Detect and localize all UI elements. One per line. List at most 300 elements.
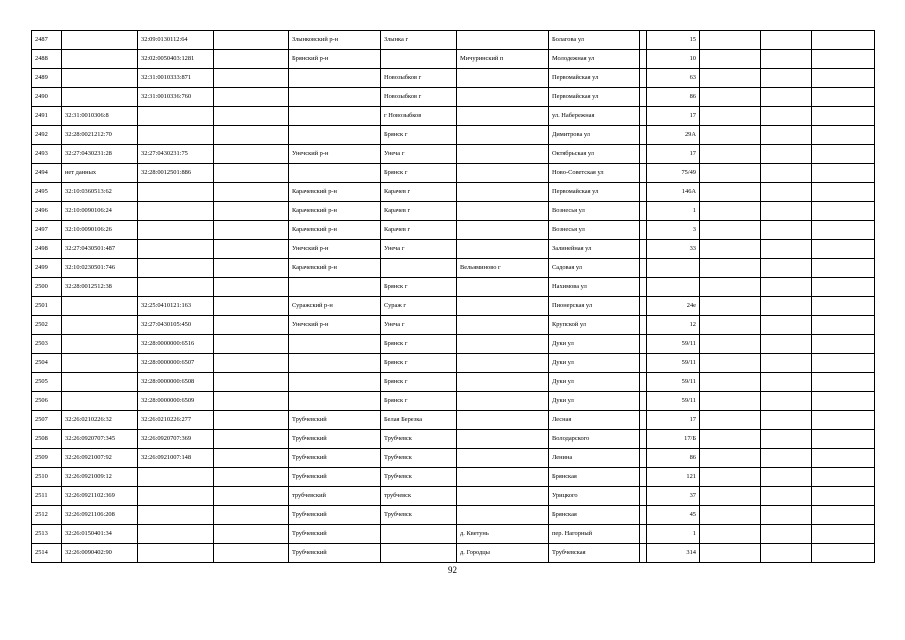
- blank-cell: [214, 50, 289, 69]
- street-cell: пер. Нагорный: [549, 525, 640, 544]
- extra-3-cell: [812, 411, 875, 430]
- cadastral-number-cell: 32:28:0021212:70: [62, 126, 138, 145]
- street-cell: Болагова ул: [549, 31, 640, 50]
- district-cell: [289, 373, 381, 392]
- row-number-cell: 2491: [32, 107, 62, 126]
- row-number-cell: 2513: [32, 525, 62, 544]
- locality-cell: [457, 316, 549, 335]
- district-cell: Трубчевский: [289, 544, 381, 563]
- row-number-cell: 2514: [32, 544, 62, 563]
- locality-cell: [457, 449, 549, 468]
- building-cadastral-number-cell: 32:28:0012501:886: [138, 164, 214, 183]
- house-number-cell: 86: [647, 449, 700, 468]
- settlement-cell: Новозыбков г: [381, 88, 457, 107]
- district-cell: [289, 126, 381, 145]
- settlement-cell: [381, 544, 457, 563]
- blank-cell: [214, 449, 289, 468]
- spacer-cell: [640, 145, 647, 164]
- house-number-cell: 75/49: [647, 164, 700, 183]
- settlement-cell: Брянск г: [381, 335, 457, 354]
- house-number-cell: 59/11: [647, 335, 700, 354]
- blank-cell: [214, 31, 289, 50]
- settlement-cell: Брянск г: [381, 278, 457, 297]
- cadastral-number-cell: [62, 297, 138, 316]
- district-cell: [289, 354, 381, 373]
- extra-3-cell: [812, 335, 875, 354]
- cadastral-number-cell: [62, 50, 138, 69]
- street-cell: Пионерская ул: [549, 297, 640, 316]
- extra-1-cell: [700, 278, 761, 297]
- building-cadastral-number-cell: 32:28:0000000:6508: [138, 373, 214, 392]
- blank-cell: [214, 259, 289, 278]
- row-number-cell: 2504: [32, 354, 62, 373]
- extra-1-cell: [700, 259, 761, 278]
- extra-2-cell: [761, 449, 812, 468]
- extra-2-cell: [761, 468, 812, 487]
- settlement-cell: [381, 525, 457, 544]
- locality-cell: [457, 69, 549, 88]
- house-number-cell: 59/11: [647, 373, 700, 392]
- extra-1-cell: [700, 126, 761, 145]
- cadastral-number-cell: [62, 316, 138, 335]
- house-number-cell: 121: [647, 468, 700, 487]
- extra-2-cell: [761, 430, 812, 449]
- house-number-cell: 10: [647, 50, 700, 69]
- extra-2-cell: [761, 69, 812, 88]
- building-cadastral-number-cell: 32:28:0000000:6507: [138, 354, 214, 373]
- building-cadastral-number-cell: 32:31:0010336:760: [138, 88, 214, 107]
- locality-cell: [457, 354, 549, 373]
- building-cadastral-number-cell: 32:25:0410121:163: [138, 297, 214, 316]
- house-number-cell: 59/11: [647, 354, 700, 373]
- settlement-cell: Унеча г: [381, 240, 457, 259]
- district-cell: Унечский р-н: [289, 316, 381, 335]
- street-cell: Нахимова ул: [549, 278, 640, 297]
- table-row: [32, 468, 875, 487]
- extra-2-cell: [761, 31, 812, 50]
- blank-cell: [214, 335, 289, 354]
- cadastral-number-cell: 32:26:0921102:369: [62, 487, 138, 506]
- row-number-cell: 2492: [32, 126, 62, 145]
- extra-2-cell: [761, 107, 812, 126]
- spacer-cell: [640, 506, 647, 525]
- extra-3-cell: [812, 31, 875, 50]
- house-number-cell: 17: [647, 107, 700, 126]
- blank-cell: [214, 183, 289, 202]
- building-cadastral-number-cell: [138, 525, 214, 544]
- row-number-cell: 2490: [32, 88, 62, 107]
- locality-cell: [457, 202, 549, 221]
- building-cadastral-number-cell: [138, 221, 214, 240]
- blank-cell: [214, 544, 289, 563]
- row-number-cell: 2494: [32, 164, 62, 183]
- cadastral-number-cell: 32:10:0090106:24: [62, 202, 138, 221]
- table-row: [32, 297, 875, 316]
- blank-cell: [214, 126, 289, 145]
- extra-3-cell: [812, 88, 875, 107]
- extra-2-cell: [761, 487, 812, 506]
- extra-2-cell: [761, 88, 812, 107]
- district-cell: трубчевский: [289, 487, 381, 506]
- street-cell: Дуки ул: [549, 392, 640, 411]
- locality-cell: Мичуринский п: [457, 50, 549, 69]
- district-cell: [289, 88, 381, 107]
- table-row: [32, 335, 875, 354]
- cadastral-number-cell: 32:26:0920707:345: [62, 430, 138, 449]
- settlement-cell: Новозыбков г: [381, 69, 457, 88]
- blank-cell: [214, 88, 289, 107]
- street-cell: Первомайская ул: [549, 183, 640, 202]
- cadastral-number-cell: [62, 354, 138, 373]
- extra-1-cell: [700, 468, 761, 487]
- street-cell: Урицкого: [549, 487, 640, 506]
- district-cell: Трубчевский: [289, 430, 381, 449]
- district-cell: Унечский р-н: [289, 240, 381, 259]
- building-cadastral-number-cell: 32:26:0210226:277: [138, 411, 214, 430]
- building-cadastral-number-cell: 32:26:0921007:148: [138, 449, 214, 468]
- house-number-cell: 17: [647, 145, 700, 164]
- extra-1-cell: [700, 202, 761, 221]
- spacer-cell: [640, 164, 647, 183]
- street-cell: Вознесья ул: [549, 202, 640, 221]
- settlement-cell: Брянск г: [381, 354, 457, 373]
- row-number-cell: 2510: [32, 468, 62, 487]
- street-cell: Володарского: [549, 430, 640, 449]
- house-number-cell: [647, 259, 700, 278]
- row-number-cell: 2497: [32, 221, 62, 240]
- row-number-cell: 2493: [32, 145, 62, 164]
- locality-cell: [457, 88, 549, 107]
- table-row: [32, 145, 875, 164]
- house-number-cell: 59/11: [647, 392, 700, 411]
- settlement-cell: Трубчевск: [381, 506, 457, 525]
- spacer-cell: [640, 88, 647, 107]
- extra-1-cell: [700, 31, 761, 50]
- house-number-cell: 37: [647, 487, 700, 506]
- district-cell: Суражский р-н: [289, 297, 381, 316]
- cadastral-number-cell: 32:10:0090106:26: [62, 221, 138, 240]
- settlement-cell: Карачев г: [381, 202, 457, 221]
- house-number-cell: 1: [647, 202, 700, 221]
- street-cell: Первомайская ул: [549, 88, 640, 107]
- extra-1-cell: [700, 392, 761, 411]
- spacer-cell: [640, 525, 647, 544]
- building-cadastral-number-cell: [138, 202, 214, 221]
- blank-cell: [214, 525, 289, 544]
- blank-cell: [214, 392, 289, 411]
- table-row: [32, 107, 875, 126]
- extra-1-cell: [700, 240, 761, 259]
- blank-cell: [214, 487, 289, 506]
- spacer-cell: [640, 316, 647, 335]
- row-number-cell: 2496: [32, 202, 62, 221]
- cadastral-number-cell: [62, 69, 138, 88]
- building-cadastral-number-cell: [138, 544, 214, 563]
- row-number-cell: 2507: [32, 411, 62, 430]
- table-row: [32, 525, 875, 544]
- blank-cell: [214, 316, 289, 335]
- district-cell: [289, 392, 381, 411]
- locality-cell: [457, 373, 549, 392]
- row-number-cell: 2500: [32, 278, 62, 297]
- extra-2-cell: [761, 354, 812, 373]
- table-row: [32, 164, 875, 183]
- settlement-cell: Брянск г: [381, 164, 457, 183]
- house-number-cell: 1: [647, 525, 700, 544]
- district-cell: Трубчевский: [289, 506, 381, 525]
- settlement-cell: Брянск г: [381, 373, 457, 392]
- row-number-cell: 2508: [32, 430, 62, 449]
- table-row: [32, 50, 875, 69]
- cadastral-number-cell: 32:10:0230501:746: [62, 259, 138, 278]
- row-number-cell: 2503: [32, 335, 62, 354]
- district-cell: Карачевский р-н: [289, 202, 381, 221]
- settlement-cell: Трубчевск: [381, 468, 457, 487]
- spacer-cell: [640, 107, 647, 126]
- settlement-cell: Унеча г: [381, 145, 457, 164]
- street-cell: Молодежная ул: [549, 50, 640, 69]
- row-number-cell: 2499: [32, 259, 62, 278]
- street-cell: ул. Набережная: [549, 107, 640, 126]
- extra-1-cell: [700, 411, 761, 430]
- table-row: [32, 506, 875, 525]
- house-number-cell: [647, 278, 700, 297]
- spacer-cell: [640, 259, 647, 278]
- street-cell: Ленина: [549, 449, 640, 468]
- extra-1-cell: [700, 164, 761, 183]
- blank-cell: [214, 221, 289, 240]
- spacer-cell: [640, 240, 647, 259]
- district-cell: Брянский р-н: [289, 50, 381, 69]
- settlement-cell: Трубчевск: [381, 430, 457, 449]
- extra-2-cell: [761, 392, 812, 411]
- extra-1-cell: [700, 354, 761, 373]
- row-number-cell: 2487: [32, 31, 62, 50]
- locality-cell: [457, 31, 549, 50]
- table-row: [32, 278, 875, 297]
- district-cell: [289, 278, 381, 297]
- house-number-cell: 146А: [647, 183, 700, 202]
- extra-1-cell: [700, 335, 761, 354]
- extra-3-cell: [812, 69, 875, 88]
- table-row: [32, 373, 875, 392]
- spacer-cell: [640, 69, 647, 88]
- extra-1-cell: [700, 544, 761, 563]
- cadastral-number-cell: 32:27:0430231:28: [62, 145, 138, 164]
- district-cell: Трубчевский: [289, 468, 381, 487]
- locality-cell: Вельяминово г: [457, 259, 549, 278]
- settlement-cell: Трубчевск: [381, 449, 457, 468]
- cadastral-number-cell: 32:27:0430501:487: [62, 240, 138, 259]
- building-cadastral-number-cell: 32:28:0000000:6509: [138, 392, 214, 411]
- extra-1-cell: [700, 316, 761, 335]
- spacer-cell: [640, 449, 647, 468]
- extra-3-cell: [812, 373, 875, 392]
- cadastral-number-cell: 32:10:0360513:62: [62, 183, 138, 202]
- cadastral-number-cell: 32:26:0150401:34: [62, 525, 138, 544]
- extra-3-cell: [812, 430, 875, 449]
- street-cell: Димитрова ул: [549, 126, 640, 145]
- locality-cell: [457, 126, 549, 145]
- locality-cell: [457, 411, 549, 430]
- extra-3-cell: [812, 126, 875, 145]
- spacer-cell: [640, 31, 647, 50]
- blank-cell: [214, 468, 289, 487]
- building-cadastral-number-cell: 32:31:0010333:871: [138, 69, 214, 88]
- cadastral-number-cell: 32:31:0010306:8: [62, 107, 138, 126]
- extra-1-cell: [700, 221, 761, 240]
- house-number-cell: 33: [647, 240, 700, 259]
- street-cell: Крупской ул: [549, 316, 640, 335]
- spacer-cell: [640, 50, 647, 69]
- extra-2-cell: [761, 183, 812, 202]
- building-cadastral-number-cell: [138, 107, 214, 126]
- building-cadastral-number-cell: 32:09:0130112:64: [138, 31, 214, 50]
- extra-2-cell: [761, 316, 812, 335]
- street-cell: Брянская: [549, 468, 640, 487]
- spacer-cell: [640, 411, 647, 430]
- spacer-cell: [640, 392, 647, 411]
- spacer-cell: [640, 221, 647, 240]
- table-row: [32, 221, 875, 240]
- spacer-cell: [640, 297, 647, 316]
- row-number-cell: 2511: [32, 487, 62, 506]
- blank-cell: [214, 145, 289, 164]
- locality-cell: [457, 335, 549, 354]
- street-cell: Дуки ул: [549, 335, 640, 354]
- extra-3-cell: [812, 183, 875, 202]
- district-cell: Карачевский р-н: [289, 183, 381, 202]
- table-row: [32, 544, 875, 563]
- blank-cell: [214, 240, 289, 259]
- locality-cell: д. Кветунь: [457, 525, 549, 544]
- extra-1-cell: [700, 487, 761, 506]
- locality-cell: [457, 221, 549, 240]
- cadastral-number-cell: нет данных: [62, 164, 138, 183]
- locality-cell: [457, 107, 549, 126]
- extra-1-cell: [700, 183, 761, 202]
- locality-cell: [457, 278, 549, 297]
- building-cadastral-number-cell: [138, 278, 214, 297]
- settlement-cell: Брянск г: [381, 126, 457, 145]
- spacer-cell: [640, 544, 647, 563]
- extra-3-cell: [812, 316, 875, 335]
- row-number-cell: 2502: [32, 316, 62, 335]
- house-number-cell: 15: [647, 31, 700, 50]
- cadastral-number-cell: [62, 373, 138, 392]
- spacer-cell: [640, 202, 647, 221]
- building-cadastral-number-cell: [138, 506, 214, 525]
- locality-cell: [457, 430, 549, 449]
- spacer-cell: [640, 335, 647, 354]
- building-cadastral-number-cell: [138, 240, 214, 259]
- extra-3-cell: [812, 145, 875, 164]
- district-cell: [289, 69, 381, 88]
- house-number-cell: 29А: [647, 126, 700, 145]
- locality-cell: [457, 145, 549, 164]
- settlement-cell: Карачев г: [381, 183, 457, 202]
- table-row: [32, 259, 875, 278]
- extra-2-cell: [761, 297, 812, 316]
- cadastral-number-cell: 32:26:0921007:92: [62, 449, 138, 468]
- settlement-cell: Унеча г: [381, 316, 457, 335]
- building-cadastral-number-cell: 32:02:0050403:1281: [138, 50, 214, 69]
- settlement-cell: г Новозыбков: [381, 107, 457, 126]
- table-row: [32, 88, 875, 107]
- cadastral-number-cell: [62, 392, 138, 411]
- extra-1-cell: [700, 430, 761, 449]
- locality-cell: [457, 506, 549, 525]
- spacer-cell: [640, 183, 647, 202]
- house-number-cell: 45: [647, 506, 700, 525]
- table-row: [32, 316, 875, 335]
- district-cell: [289, 164, 381, 183]
- row-number-cell: 2489: [32, 69, 62, 88]
- table-row: [32, 354, 875, 373]
- row-number-cell: 2488: [32, 50, 62, 69]
- house-number-cell: 17: [647, 411, 700, 430]
- table-row: [32, 430, 875, 449]
- settlement-cell: Злынка г: [381, 31, 457, 50]
- extra-3-cell: [812, 202, 875, 221]
- house-number-cell: 314: [647, 544, 700, 563]
- blank-cell: [214, 202, 289, 221]
- extra-1-cell: [700, 50, 761, 69]
- table-row: [32, 31, 875, 50]
- settlement-cell: [381, 259, 457, 278]
- extra-3-cell: [812, 525, 875, 544]
- row-number-cell: 2505: [32, 373, 62, 392]
- house-number-cell: 86: [647, 88, 700, 107]
- blank-cell: [214, 506, 289, 525]
- table-row: [32, 240, 875, 259]
- blank-cell: [214, 297, 289, 316]
- extra-3-cell: [812, 506, 875, 525]
- table-row: [32, 202, 875, 221]
- house-number-cell: 12: [647, 316, 700, 335]
- building-cadastral-number-cell: 32:28:0000000:6516: [138, 335, 214, 354]
- extra-3-cell: [812, 392, 875, 411]
- building-cadastral-number-cell: [138, 487, 214, 506]
- extra-1-cell: [700, 107, 761, 126]
- row-number-cell: 2498: [32, 240, 62, 259]
- street-cell: Трубчевская: [549, 544, 640, 563]
- table-row: [32, 487, 875, 506]
- extra-3-cell: [812, 449, 875, 468]
- extra-2-cell: [761, 259, 812, 278]
- spacer-cell: [640, 468, 647, 487]
- building-cadastral-number-cell: 32:27:0430231:75: [138, 145, 214, 164]
- locality-cell: [457, 468, 549, 487]
- blank-cell: [214, 278, 289, 297]
- extra-3-cell: [812, 259, 875, 278]
- extra-2-cell: [761, 544, 812, 563]
- district-cell: Унечский р-н: [289, 145, 381, 164]
- cadastral-number-cell: 32:28:0012512:38: [62, 278, 138, 297]
- blank-cell: [214, 354, 289, 373]
- house-number-cell: 17/Б: [647, 430, 700, 449]
- extra-2-cell: [761, 278, 812, 297]
- locality-cell: [457, 297, 549, 316]
- street-cell: Дуки ул: [549, 354, 640, 373]
- extra-1-cell: [700, 506, 761, 525]
- extra-3-cell: [812, 107, 875, 126]
- extra-1-cell: [700, 145, 761, 164]
- spacer-cell: [640, 373, 647, 392]
- extra-2-cell: [761, 411, 812, 430]
- extra-3-cell: [812, 164, 875, 183]
- extra-2-cell: [761, 145, 812, 164]
